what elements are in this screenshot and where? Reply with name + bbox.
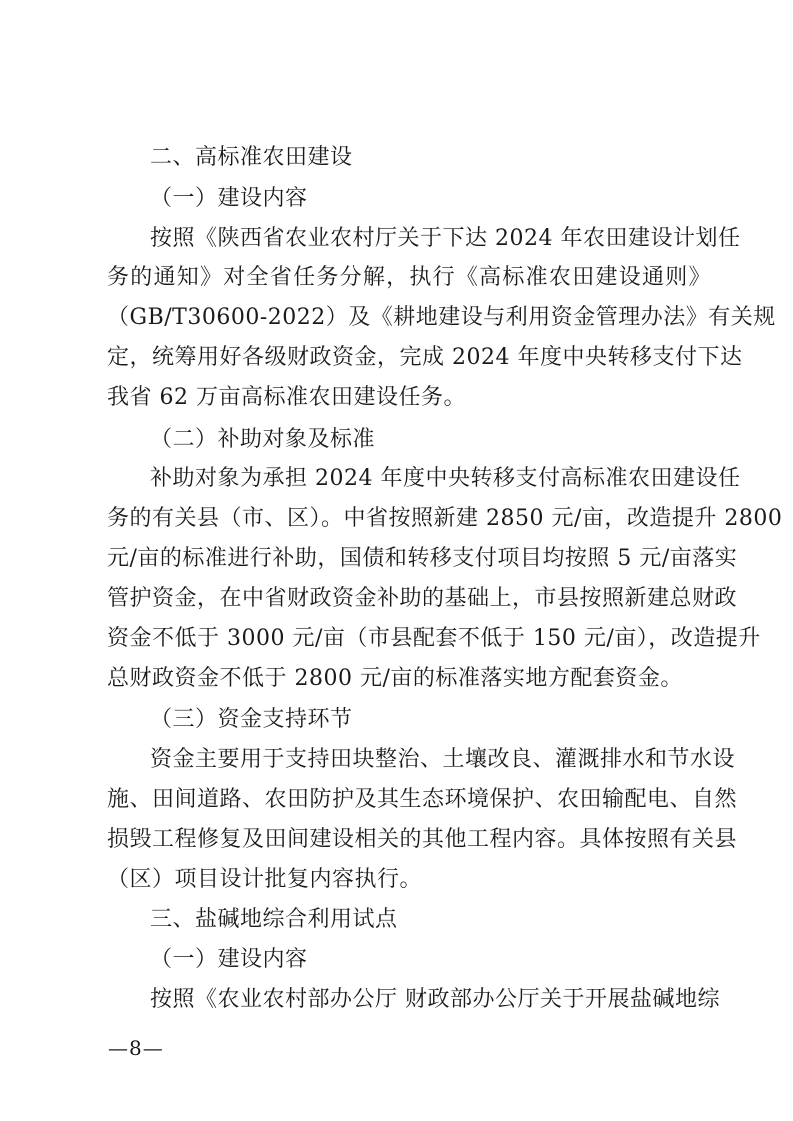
subsection-title: （三）资金支持环节 [150, 707, 353, 732]
paragraph-line: 我省 62 万亩高标准农田建设任务。 [107, 385, 466, 410]
subsection-title: （一）建设内容 [150, 186, 308, 211]
paragraph-line: 补助对象为承担 2024 年度中央转移支付高标准农田建设任 [150, 466, 741, 491]
paragraph-line: 施、田间道路、农田防护及其生态环境保护、农田输配电、自然 [107, 787, 738, 812]
paragraph-line: 资金主要用于支持田块整治、土壤改良、灌溉排水和节水设 [150, 747, 736, 772]
paragraph-line: （区）项目设计批复内容执行。 [107, 867, 423, 892]
paragraph-line: 资金不低于 3000 元/亩（市县配套不低于 150 元/亩），改造提升 [107, 626, 761, 651]
paragraph-line: 按照《农业农村部办公厅 财政部办公厅关于开展盐碱地综 [150, 987, 720, 1012]
paragraph-line: （GB/T30600-2022）及《耕地建设与利用资金管理办法》有关规 [107, 305, 776, 330]
section-heading: 二、高标准农田建设 [150, 145, 353, 170]
paragraph-line: 损毁工程修复及田间建设相关的其他工程内容。具体按照有关县 [107, 827, 738, 852]
page-number: —8— [108, 1036, 164, 1060]
section-heading: 三、盐碱地综合利用试点 [150, 907, 398, 932]
paragraph-line: 务的有关县（市、区）。中省按照新建 2850 元/亩，改造提升 2800 [107, 506, 783, 531]
paragraph-line: 务的通知》对全省任务分解，执行《高标准农田建设通则》 [107, 265, 711, 290]
paragraph-line: 元/亩的标准进行补助，国债和转移支付项目均按照 5 元/亩落实 [107, 546, 738, 571]
subsection-title: （一）建设内容 [150, 947, 308, 972]
paragraph-line: 管护资金，在中省财政资金补助的基础上，市县按照新建总财政 [107, 586, 738, 611]
subsection-title: （二）补助对象及标准 [150, 427, 376, 452]
paragraph-line: 定，统筹用好各级财政资金，完成 2024 年度中央转移支付下达 [107, 345, 743, 370]
paragraph-line: 按照《陕西省农业农村厅关于下达 2024 年农田建设计划任 [150, 226, 741, 251]
paragraph-line: 总财政资金不低于 2800 元/亩的标准落实地方配套资金。 [107, 666, 683, 691]
